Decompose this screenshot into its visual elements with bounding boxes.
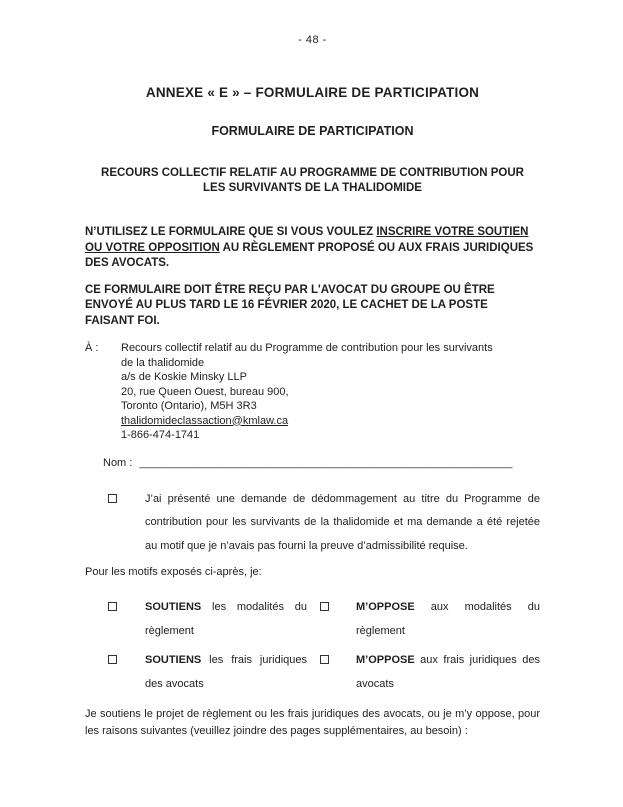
phone-number: 1-866-474-1741 bbox=[121, 429, 200, 441]
recours-heading-line1: RECOURS COLLECTIF RELATIF AU PROGRAMME DE CONTRIBUTION POUR bbox=[101, 167, 524, 179]
address-label: À : bbox=[85, 342, 99, 354]
option-row-reglement bbox=[85, 596, 540, 643]
page-number: - 48 - bbox=[298, 34, 327, 46]
support-settlement-rest: les modalités du règlement bbox=[145, 601, 307, 637]
address-line: 20, rue Queen Ouest, bureau 900, bbox=[121, 385, 289, 398]
address-line: de la thalidomide bbox=[121, 356, 205, 369]
oppose-fees-checkbox[interactable] bbox=[320, 655, 329, 664]
address-line: Recours collectif relatif au du Programme de contribution pour les survivants bbox=[121, 342, 493, 354]
claim-rejected-statement: J’ai présenté une demande de dédommagement au titre du Programme de contribution pour les survivants de la thalidomide et ma demande a été rejetée au motif que je n’avais pas fourni la preuve d’admissibilité requise. bbox=[145, 492, 540, 552]
oppose-fees-bold: M’OPPOSE bbox=[356, 654, 415, 666]
usage-notice-suffix: AU RÈGLEMENT PROPOSÉ OU AUX FRAIS JURIDIQUES DES AVOCATS. bbox=[85, 241, 534, 269]
email-link[interactable] bbox=[121, 414, 540, 429]
support-fees-checkbox[interactable] bbox=[108, 655, 117, 664]
oppose-fees-rest: aux frais juridiques des avocats bbox=[356, 654, 540, 690]
name-field-row bbox=[103, 456, 540, 471]
oppose-settlement-rest: aux modalités du règlement bbox=[356, 601, 540, 637]
recipient-address-block bbox=[85, 341, 540, 443]
usage-notice-underlined: INSCRIRE VOTRE SOUTIEN OU VOTRE OPPOSITION bbox=[85, 226, 529, 254]
motifs-intro: Pour les motifs exposés ci-après, je: bbox=[85, 566, 262, 578]
support-fees-rest: les frais juridiques des avocats bbox=[145, 654, 307, 690]
usage-notice-prefix: N’UTILISEZ LE FORMULAIRE QUE SI VOUS VOULEZ bbox=[85, 226, 377, 238]
claim-rejected-row bbox=[85, 488, 540, 559]
support-fees-label bbox=[145, 649, 307, 696]
name-field-label: Nom : bbox=[103, 456, 133, 469]
oppose-settlement-checkbox[interactable] bbox=[320, 602, 329, 611]
address-line: a/s de Koskie Minsky LLP bbox=[121, 371, 247, 383]
claim-rejected-checkbox[interactable] bbox=[108, 494, 117, 503]
oppose-settlement-label bbox=[356, 596, 540, 643]
oppose-fees-label bbox=[356, 649, 540, 696]
email-text[interactable]: thalidomideclassaction@kmlaw.ca bbox=[121, 414, 289, 427]
closing-statement: Je soutiens le projet de règlement ou les frais juridiques des avocats, ou je m’y oppose, pour les raisons suivantes (veuillez joindre des pages supplémentaires, au besoin) : bbox=[85, 708, 540, 738]
recours-heading bbox=[85, 166, 540, 196]
support-settlement-bold: SOUTIENS bbox=[145, 601, 202, 613]
support-settlement-checkbox[interactable] bbox=[108, 602, 117, 611]
support-settlement-label bbox=[145, 596, 307, 643]
annexe-heading: ANNEXE « E » – FORMULAIRE DE PARTICIPATION bbox=[145, 85, 480, 100]
address-line: Toronto (Ontario), M5H 3R3 bbox=[121, 400, 257, 412]
support-fees-bold: SOUTIENS bbox=[145, 654, 202, 666]
name-fill-in-line[interactable]: _____________________________________________________________ bbox=[139, 456, 513, 469]
form-heading: FORMULAIRE DE PARTICIPATION bbox=[211, 124, 414, 138]
deadline-notice: CE FORMULAIRE DOIT ÊTRE REÇU PAR L'AVOCAT DU GROUPE OU ÊTRE ENVOYÉ AU PLUS TARD LE 16 FÉVRIER 2020, LE CACHET DE LA POSTE FAISANT FOI. bbox=[85, 283, 495, 327]
option-row-frais bbox=[85, 649, 540, 696]
options-grid bbox=[85, 596, 540, 696]
usage-notice bbox=[85, 225, 540, 272]
address-lines bbox=[121, 341, 540, 443]
recours-heading-line2: LES SURVIVANTS DE LA THALIDOMIDE bbox=[203, 182, 422, 194]
oppose-settlement-bold: M’OPPOSE bbox=[356, 601, 415, 613]
